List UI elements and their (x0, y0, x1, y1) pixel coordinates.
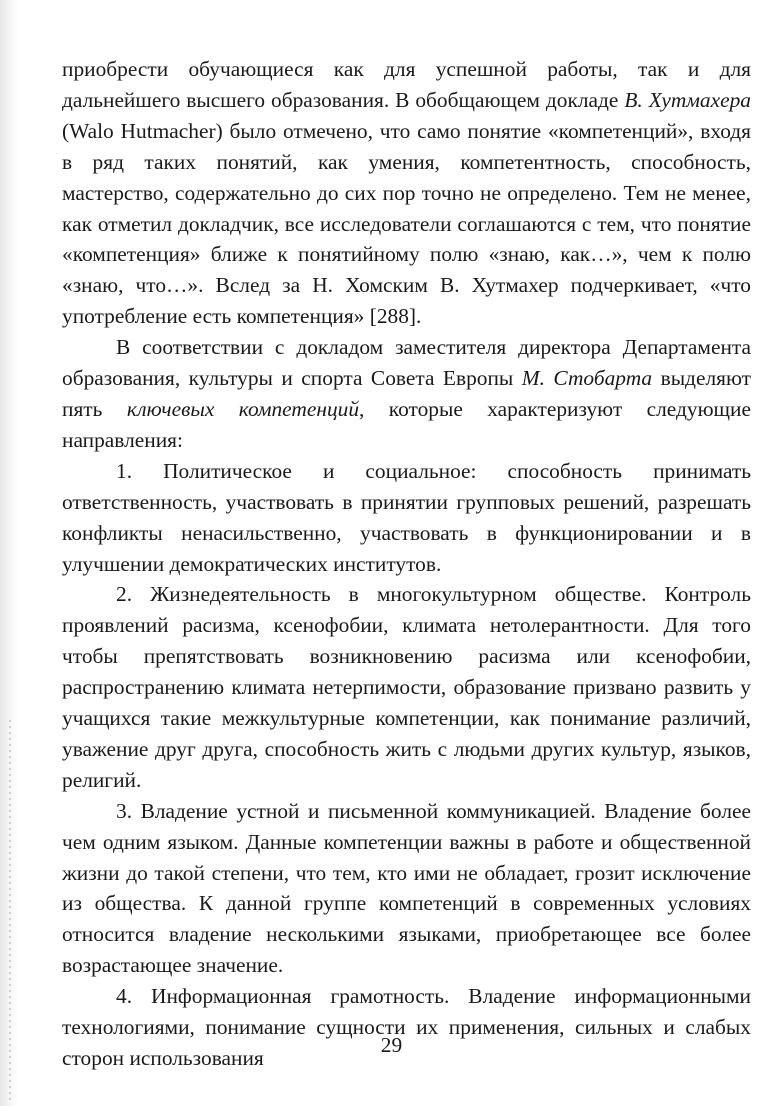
body-text (62, 54, 751, 1074)
page-number: 29 (380, 1033, 403, 1057)
paragraph-hutmacher-part-1: приобрести обучающиеся как для успешной работы, так и для дальнейшего высшего образования. В обобщающем докладе (62, 57, 751, 112)
list-item-multicultural: 2. Жизнедеятельность в многокультурном обществе. Контроль проявлений расизма, ксенофобии, климата нетолерантности. Для того чтобы препятствовать возникновению расизма или ксенофобии, распространению климата нетерпимости, образование призвано развить у учащихся такие межкультурные компетенции, как понимание различий, уважение друг друга, способность жить с людьми других культур, языков, религий. (62, 582, 751, 792)
paragraph-stobart-part-1: В соответствии с докладом заместителя директора Департамента образования, культуры и спорта Совета Европы (62, 335, 751, 391)
list-item-communication: 3. Владение устной и письменной коммуникацией. Владение более чем одним языком. Данные компетенции важны в работе и общественной жизни до такой степени, что тем, кто ими не обладает, грозит исключение из общества. К данной группе компетенций в современных условиях относится владение несколькими языками, приобретающее все более возрастающее значение. (62, 798, 751, 978)
person-name-stobart: М. Стобарта (521, 366, 653, 391)
author-name-hutmacher: В. Хутмахера (624, 87, 751, 112)
paragraph-stobart-part-2: выделяют пять (62, 366, 751, 421)
paragraph-hutmacher (62, 54, 751, 332)
list-item-information-literacy: 4. Информационная грамотность. Владение информационными технологиями, понимание сущности их применения, сильных и слабых сторон использования (62, 984, 751, 1070)
scan-binding-edge (0, 0, 18, 1106)
paragraph-hutmacher-part-2: (Walo Hutmacher) было отмечено, что само понятие «компетенций», входя в ряд таких понятий, как умения, компетентность, способность, мастерство, содержательно до сих пор точно не определено. Тем не менее, как отметил докладчик, все исследователи соглашаются с тем, что понятие «компетенция» ближе к понятийному полю «знаю, как…», чем к полю «знаю, что…». Вслед за Н. Хомским В. Хутмахер подчеркивает, «что употребление есть компетенция» [288]. (62, 118, 751, 329)
list-item-political-social: 1. Политическое и социальное: способность принимать ответственность, участвовать в принятии групповых решений, разрешать конфликты ненасильственно, участвовать в функционировании и в улучшении демократических институтов. (62, 458, 751, 576)
paragraph-stobart-part-3: , которые характеризуют следующие направления: (62, 396, 751, 452)
key-competencies-term: ключевых компетенций (126, 396, 360, 421)
paragraph-stobart (62, 332, 751, 456)
